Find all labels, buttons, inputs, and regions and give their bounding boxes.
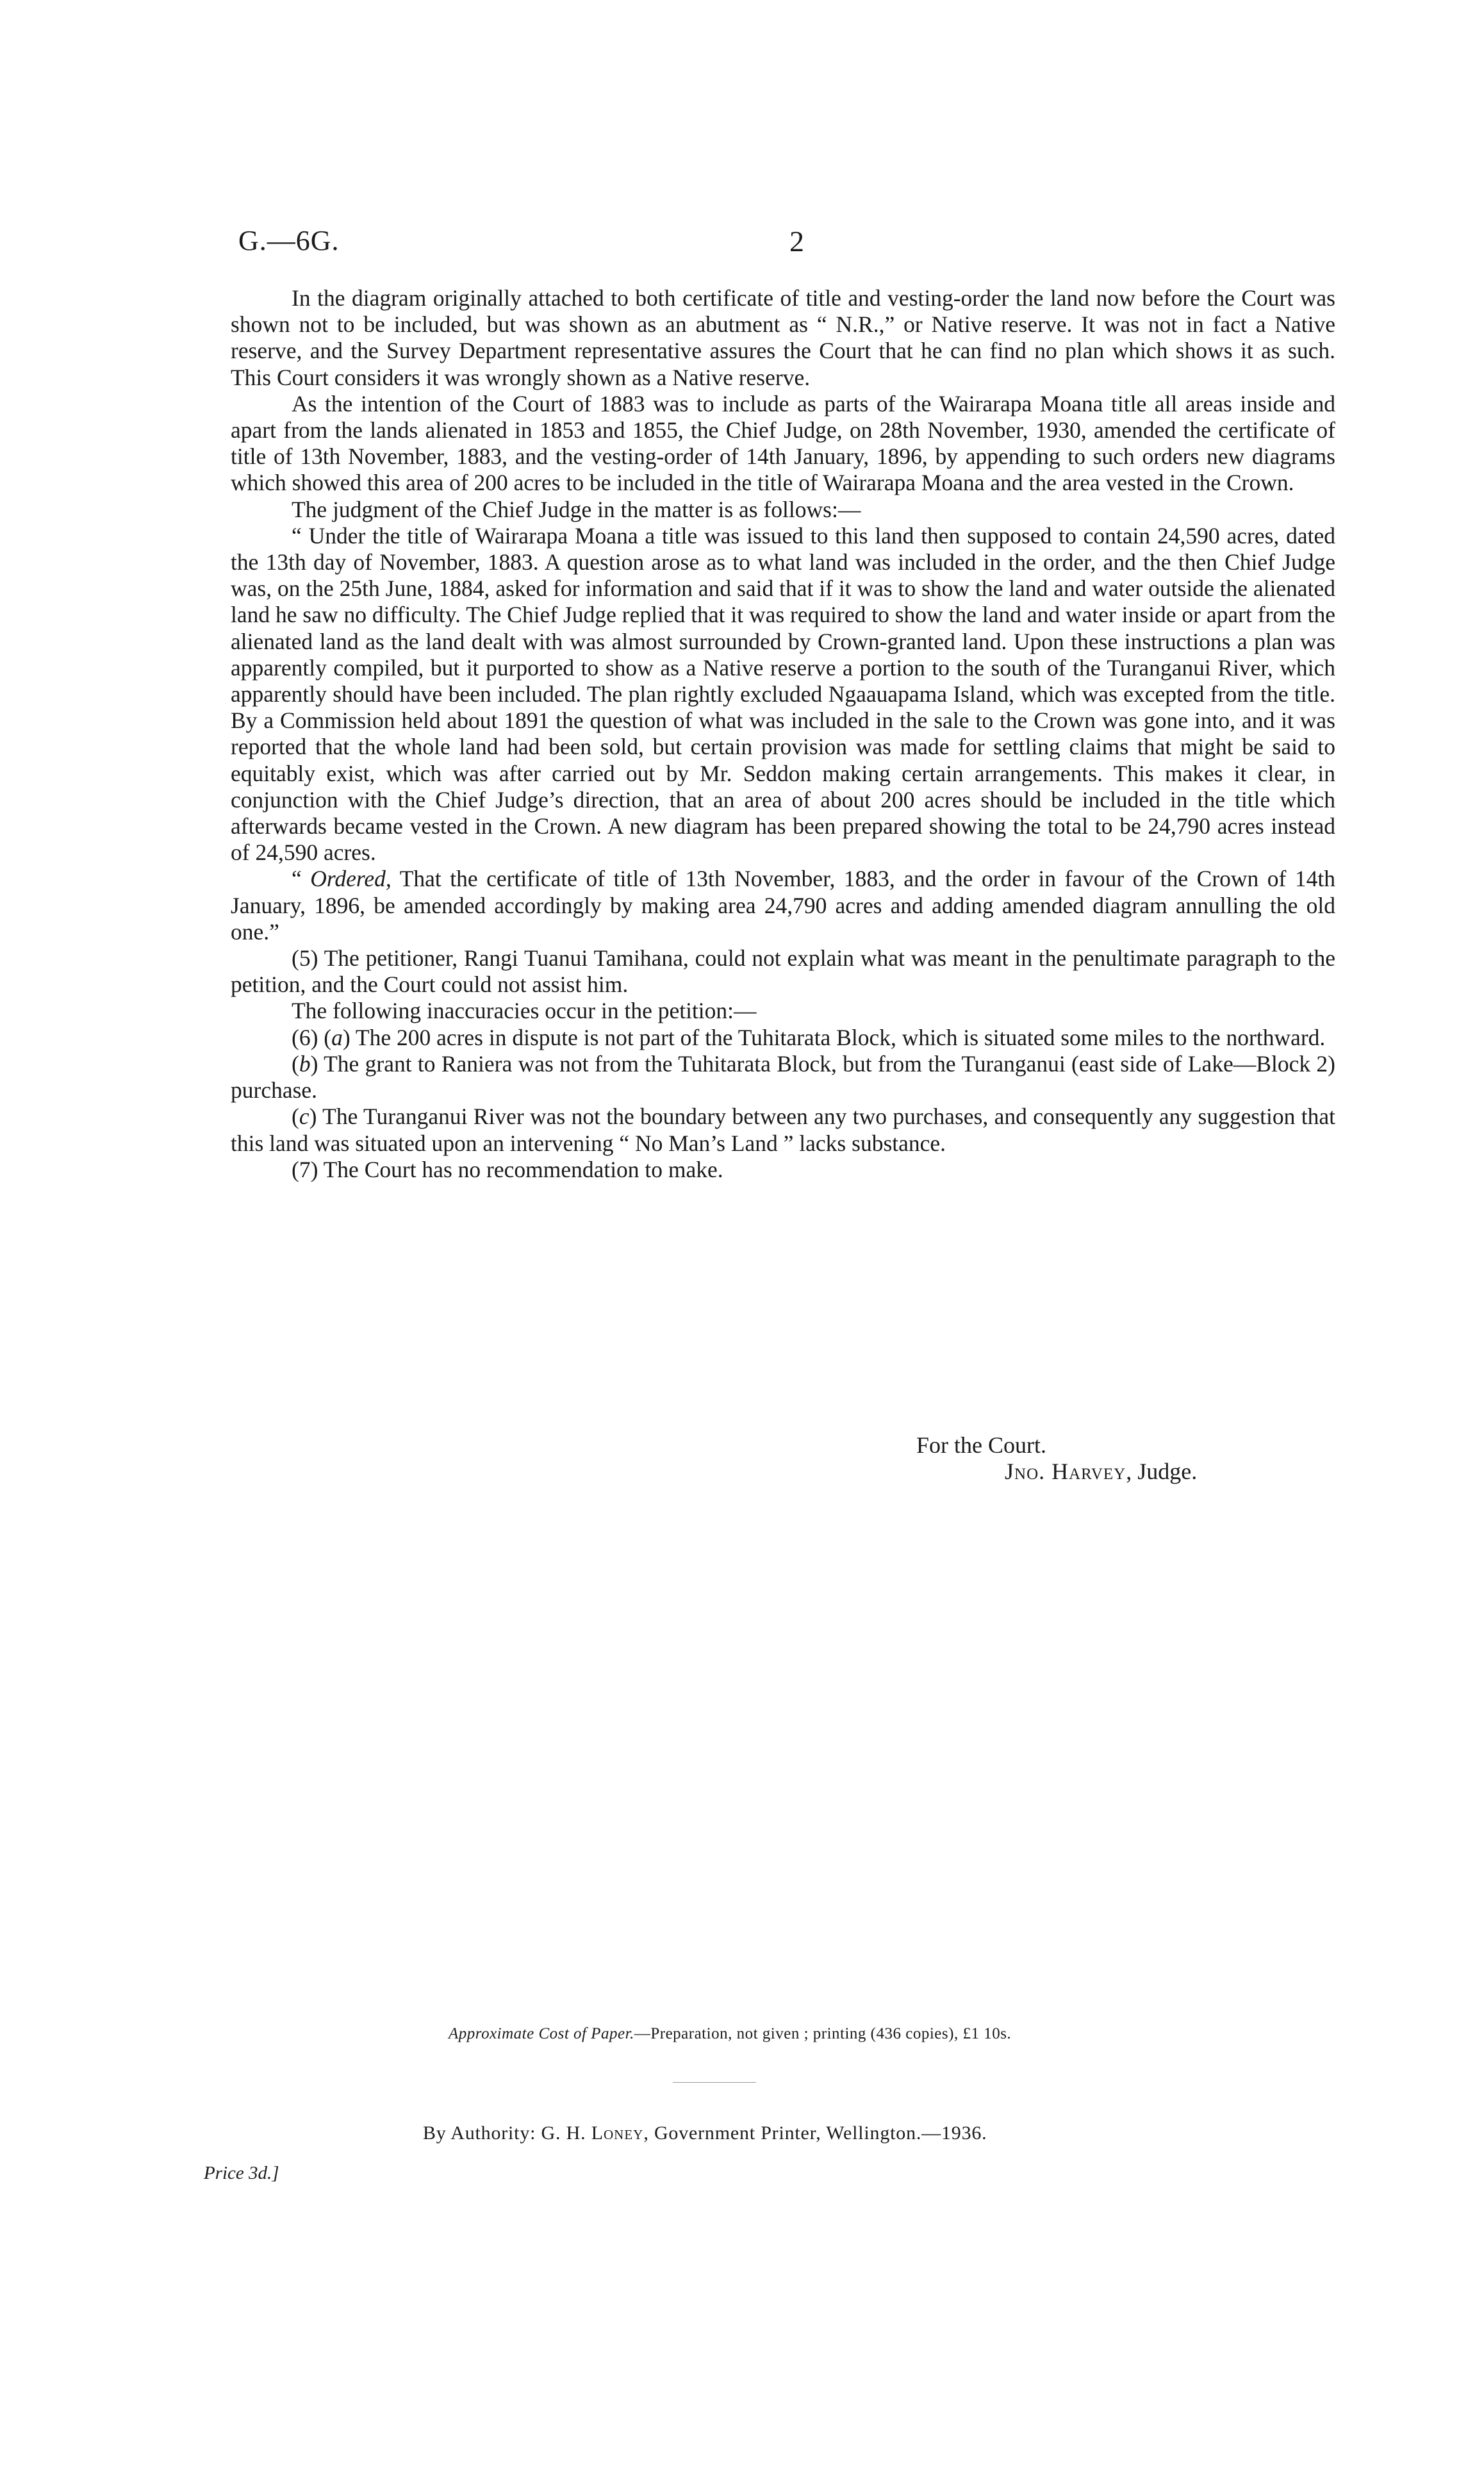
item-a (231, 1025, 1335, 1051)
paragraph: In the diagram originally attached to both certificate of title and vesting-order the land now before the Court was shown not to be included, but was shown as an abutment as “ N.R.,” or Native reserve. It was not in fact a Native reserve, and the Survey Department representative assures the Court that he can find no plan which shows it as such. This Court considers it was wrongly shown as a Native reserve. (231, 285, 1335, 390)
paragraph: As the intention of the Court of 1883 was to include as parts of the Wairarapa Moana title all areas inside and apart from the lands alienated in 1853 and 1855, the Chief Judge, on 28th November, 1930, amended the certificate of title of 13th November, 1883, and the vesting-order of 14th January, 1896, by appending to such orders new diagrams which showed this area of 200 acres to be included in the title of Wairarapa Moana and the area vested in the Crown. (231, 390, 1335, 496)
item-b (231, 1051, 1335, 1104)
ordered-paragraph (231, 866, 1335, 945)
paragraph-5: (5) The petitioner, Rangi Tuanui Tamihana, could not explain what was meant in the penultimate paragraph to the petition, and the Court could not assist him. (231, 945, 1335, 998)
body-text (231, 285, 1335, 1183)
item-b-letter: b (299, 1050, 311, 1077)
item-c-prefix: ( (292, 1104, 299, 1130)
price-label: Price 3d.] (204, 2163, 279, 2183)
divider (673, 2082, 756, 2083)
item-c (231, 1104, 1335, 1156)
item-b-prefix: ( (292, 1050, 299, 1077)
authority-line (423, 2122, 987, 2144)
ordered-lead: “ (292, 866, 311, 892)
item-c-text: ) The Turanganui River was not the boundary between any two purchases, and consequently any suggestion that this land was situated upon an intervening “ No Man’s Land ” lacks substance. (231, 1104, 1335, 1156)
item-a-letter: a (331, 1024, 343, 1050)
paragraph: The judgment of the Chief Judge in the matter is as follows:— (292, 496, 861, 522)
judge-title: , Judge. (1126, 1459, 1198, 1484)
document-reference: G.—6G. (238, 225, 340, 256)
page-number: 2 (789, 225, 804, 258)
cost-text: —Preparation, not given ; printing (436 copies), £1 10s. (634, 2025, 1012, 2042)
authority-suffix: , Government Printer, Wellington.—1936. (643, 2122, 987, 2144)
item-a-prefix: (6) ( (292, 1024, 332, 1050)
judge-name: Jno. Harvey (1005, 1459, 1126, 1484)
item-c-letter: c (299, 1104, 309, 1130)
inaccuracies-intro: The following inaccuracies occur in the petition:— (292, 998, 757, 1024)
signature-for-court: For the Court. (916, 1432, 1046, 1458)
item-b-text: ) The grant to Raniera was not from the Tuhitarata Block, but from the Turanganui (east side of Lake—Block 2) purchase. (231, 1050, 1335, 1104)
ordered-italic: Ordered, (310, 866, 392, 892)
ordered-text: That the certificate of title of 13th November, 1883, and the order in favour of the Crown of 14th January, 1896, be amended accordingly by making area 24,790 acres and adding amended diagram annulling the old one.” (231, 866, 1335, 945)
item-a-text: ) The 200 acres in dispute is not part of the Tuhitarata Block, which is situated some miles to the northward. (342, 1024, 1326, 1050)
printer-name: Loney (591, 2122, 644, 2144)
paragraph-7: (7) The Court has no recommendation to make. (292, 1156, 723, 1182)
authority-prefix: By Authority: G. H. (423, 2122, 591, 2144)
signature-judge (1005, 1459, 1197, 1485)
judgment-quote: “ Under the title of Wairarapa Moana a title was issued to this land then supposed to contain 24,590 acres, dated the 13th day of November, 1883. A question arose as to what land was included in the order, and the then Chief Judge was, on the 25th June, 1884, asked for information and said that if it was to show the land and water outside the alienated land he saw no difficulty. The Chief Judge replied that it was required to show the land and water inside or apart from the alienated land as the land dealt with was almost surrounded by Crown-granted land. Upon these instructions a plan was apparently compiled, but it purported to show as a Native reserve a portion to the south of the Turanganui River, which apparently should have been included. The plan rightly excluded Ngaauapama Island, which was excepted from the title. By a Commission held about 1891 the question of what was included in the sale to the Crown was gone into, and it was reported that the whole land had been sold, but certain provision was made for settling claims that might be said to equitably exist, which was after carried out by Mr. Seddon making certain arrangements. This makes it clear, in conjunction with the Chief Judge’s direction, that an area of about 200 acres should be included in the title which afterwards became vested in the Crown. A new diagram has been prepared showing the total to be 24,790 acres instead of 24,590 acres. (231, 522, 1335, 866)
cost-label: Approximate Cost of Paper. (449, 2025, 634, 2042)
approximate-cost-line (449, 2025, 1011, 2043)
